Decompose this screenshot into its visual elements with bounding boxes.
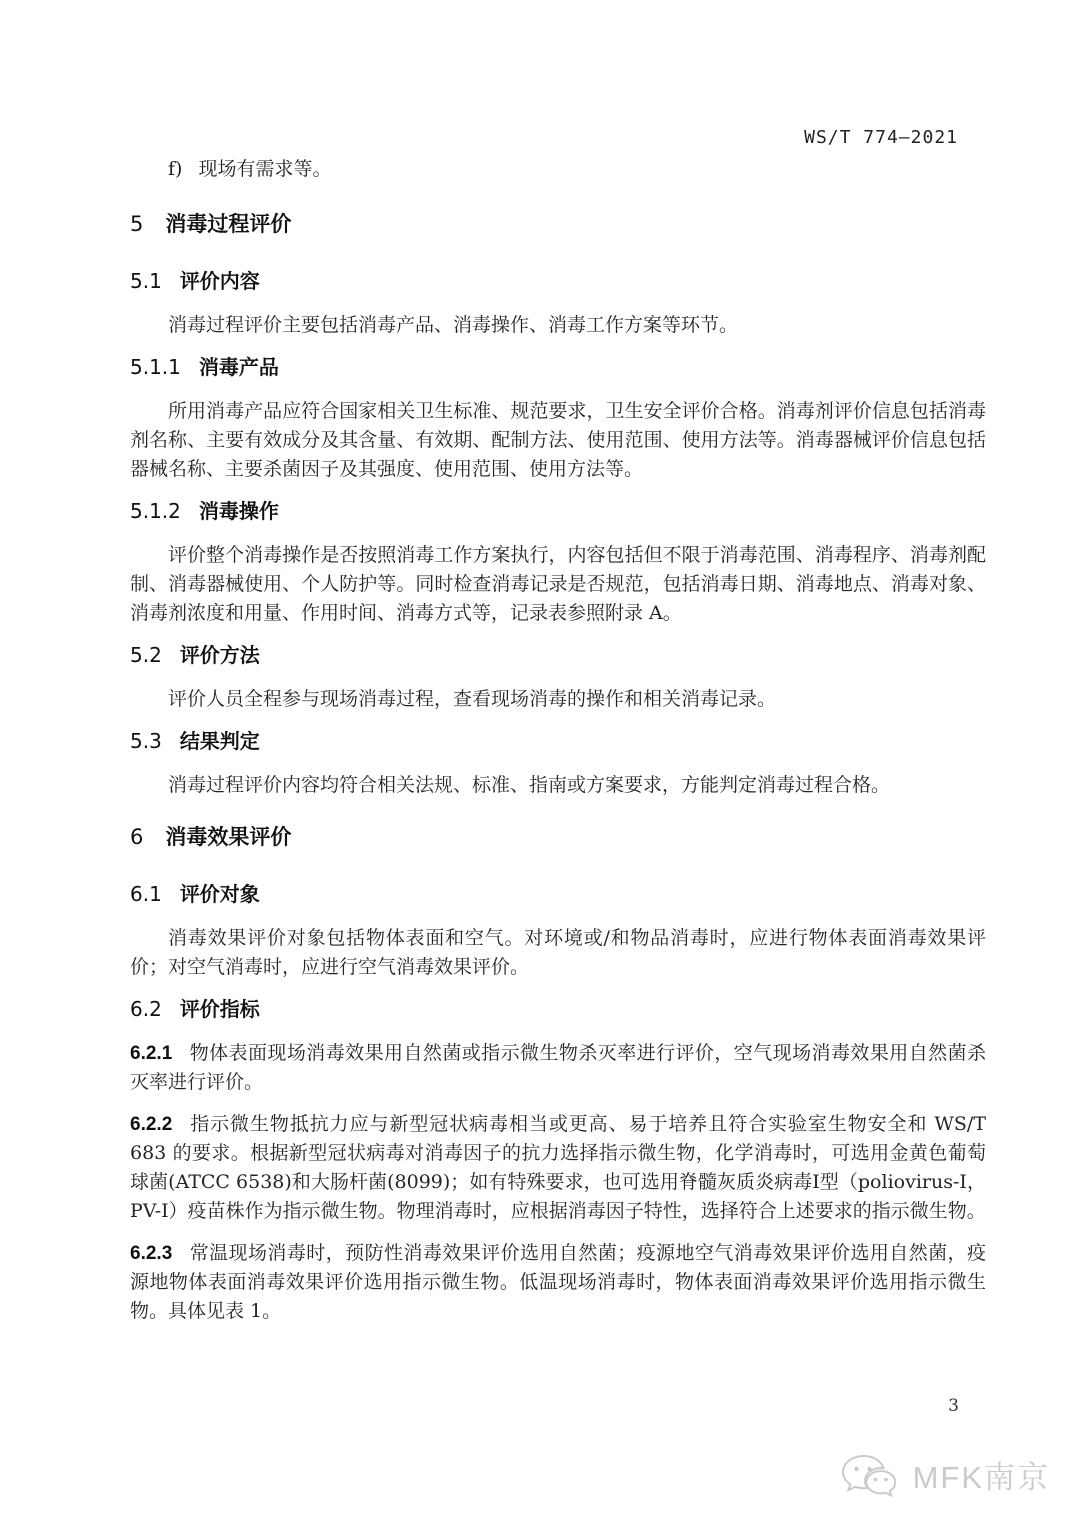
- clause-number: 6.2.3: [130, 1243, 173, 1264]
- heading-5-1: [130, 269, 986, 294]
- clause-title: 消毒过程评价: [165, 213, 292, 236]
- clause-paragraph-6-2-1: [130, 1039, 986, 1097]
- clause-number: 6.1: [130, 882, 162, 906]
- page-number: 3: [948, 1396, 959, 1416]
- clause-title: 评价方法: [179, 645, 260, 667]
- running-header: [130, 128, 986, 148]
- clause-number: 5.1.2: [130, 499, 181, 523]
- heading-6-1: [130, 882, 986, 907]
- watermark: [839, 1453, 1050, 1503]
- clause-paragraph-6-2-2: [130, 1110, 986, 1226]
- list-marker: f): [168, 158, 183, 180]
- clause-number: 5.1: [130, 269, 162, 293]
- heading-6-2: [130, 997, 986, 1022]
- paragraph-5-1: 消毒过程评价主要包括消毒产品、消毒操作、消毒工作方案等环节。: [168, 314, 739, 336]
- wechat-icon: [839, 1453, 903, 1503]
- clause-paragraph-6-2-3: [130, 1239, 986, 1326]
- watermark-text: MFK南京: [912, 1460, 1050, 1495]
- clause-text: 物体表面现场消毒效果用自然菌或指示微生物杀灭率进行评价，空气现场消毒效果用自然菌杀灭率进行评价。: [130, 1042, 986, 1093]
- heading-5-2: [130, 643, 986, 668]
- heading-chapter-5: [130, 212, 986, 237]
- clause-number: 6.2: [130, 997, 162, 1021]
- clause-number: 6: [130, 825, 144, 849]
- paragraph-5-1-1: 所用消毒产品应符合国家相关卫生标准、规范要求，卫生安全评价合格。消毒剂评价信息包括消毒剂名称、主要有效成分及其含量、有效期、配制方法、使用范围、使用方法等。消毒器械评价信息包括器械名称、主要杀菌因子及其强度、使用范围、使用方法等。: [130, 400, 986, 480]
- clause-title: 消毒操作: [198, 501, 279, 523]
- clause-title: 评价指标: [179, 999, 260, 1021]
- clause-number: 5.2: [130, 643, 162, 667]
- standard-code: WS/T 774—2021: [804, 127, 958, 148]
- paragraph-5-2: 评价人员全程参与现场消毒过程，查看现场消毒的操作和相关消毒记录。: [168, 688, 777, 710]
- clause-title: 消毒产品: [198, 357, 279, 379]
- heading-5-3: [130, 729, 986, 754]
- page-content: [130, 128, 986, 1326]
- heading-5-1-2: [130, 499, 986, 524]
- clause-title: 评价对象: [179, 884, 260, 906]
- paragraph-5-1-2: 评价整个消毒操作是否按照消毒工作方案执行，内容包括但不限于消毒范围、消毒程序、消毒剂配制、消毒器械使用、个人防护等。同时检查消毒记录是否规范，包括消毒日期、消毒地点、消毒对象、消毒剂浓度和用量、作用时间、消毒方式等，记录表参照附录 A。: [130, 544, 986, 624]
- paragraph-5-3: 消毒过程评价内容均符合相关法规、标准、指南或方案要求，方能判定消毒过程合格。: [168, 774, 891, 796]
- clause-title: 消毒效果评价: [165, 826, 292, 849]
- paragraph-6-1: 消毒效果评价对象包括物体表面和空气。对环境或/和物品消毒时，应进行物体表面消毒效果评价；对空气消毒时，应进行空气消毒效果评价。: [130, 927, 986, 978]
- heading-5-1-1: [130, 355, 986, 380]
- clause-text: 指示微生物抵抗力应与新型冠状病毒相当或更高、易于培养且符合实验室生物安全和 WS/T 683 的要求。根据新型冠状病毒对消毒因子的抗力选择指示微生物，化学消毒时，可选用金黄色葡萄球菌(ATCC 6538)和大肠杆菌(8099)；如有特殊要求，也可选用脊髓灰质炎病毒Ⅰ型（poliovirus-Ⅰ，PV-Ⅰ）疫苗株作为指示微生物。物理消毒时，应根据消毒因子特性，选择符合上述要求的指示微生物。: [130, 1113, 986, 1222]
- heading-chapter-6: [130, 825, 986, 850]
- list-item-f: [168, 155, 986, 184]
- clause-number: 6.2.1: [130, 1043, 173, 1064]
- list-item-text: 现场有需求等。: [198, 158, 332, 180]
- clause-number: 5: [130, 212, 144, 236]
- clause-title: 评价内容: [179, 271, 260, 293]
- clause-number: 6.2.2: [130, 1114, 173, 1135]
- clause-title: 结果判定: [179, 731, 260, 753]
- clause-number: 5.1.1: [130, 355, 181, 379]
- clause-number: 5.3: [130, 729, 162, 753]
- clause-text: 常温现场消毒时，预防性消毒效果评价选用自然菌；疫源地空气消毒效果评价选用自然菌，疫源地物体表面消毒效果评价选用指示微生物。低温现场消毒时，物体表面消毒效果评价选用指示微生物。具体见表 1。: [130, 1242, 986, 1322]
